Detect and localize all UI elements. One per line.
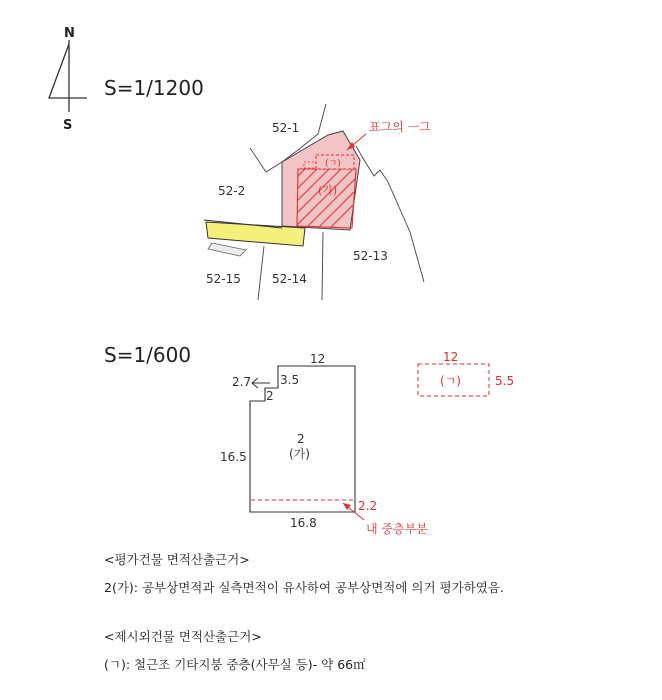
dim-step-width: 3.5 (280, 373, 300, 387)
dim-step-depth: 2 (266, 389, 274, 403)
dim-bottom: 16.8 (290, 516, 317, 530)
parcel-52-1: 52-1 (272, 121, 300, 135)
main-label-name: (가) (289, 447, 310, 461)
parcel-52-2: 52-2 (218, 184, 246, 198)
parcel-52-15: 52-15 (206, 272, 241, 286)
site-label-annex: (ㄱ) (325, 159, 341, 169)
compass-south: S (63, 118, 73, 133)
site-map (204, 104, 431, 300)
compass-north: N (64, 26, 75, 41)
dim-mezzanine: 2.2 (358, 499, 378, 513)
main-label-number: 2 (297, 432, 305, 446)
site-annotation: 표그의 ㅡ그 (369, 120, 431, 134)
dim-arrow-offset: 2.7 (232, 375, 252, 389)
dim-top: 12 (310, 352, 326, 366)
site-map-scale: S=1/1200 (104, 76, 204, 100)
parcel-52-13: 52-13 (353, 249, 388, 263)
annex-width: 12 (443, 350, 459, 364)
site-label-main: (가) (318, 184, 338, 197)
annex-label: (ㄱ) (440, 374, 461, 388)
floor-plan-annex (418, 350, 514, 396)
excluded-heading: <제시외건물 면적산출근거> (104, 629, 262, 644)
dim-left-height: 16.5 (220, 450, 247, 464)
mezzanine-note: 내 중층부분 (366, 522, 428, 536)
main-text: 2(가): 공부상면적과 실측면적이 유사하여 공부상면적에 의거 평가하였음. (104, 580, 504, 595)
site-building (282, 131, 360, 230)
excluded-text: (ㄱ): 철근조 기타지붕 중층(사무실 등)- 약 66㎡ (104, 657, 366, 672)
main-heading: <평가건물 면적산출근거> (104, 552, 250, 567)
floor-plan-scale: S=1/600 (104, 343, 192, 367)
north-arrow (49, 26, 87, 133)
road-strip (208, 243, 246, 256)
parcel-52-14: 52-14 (272, 272, 307, 286)
annex-height: 5.5 (495, 374, 515, 388)
floor-plan-main (220, 352, 428, 536)
